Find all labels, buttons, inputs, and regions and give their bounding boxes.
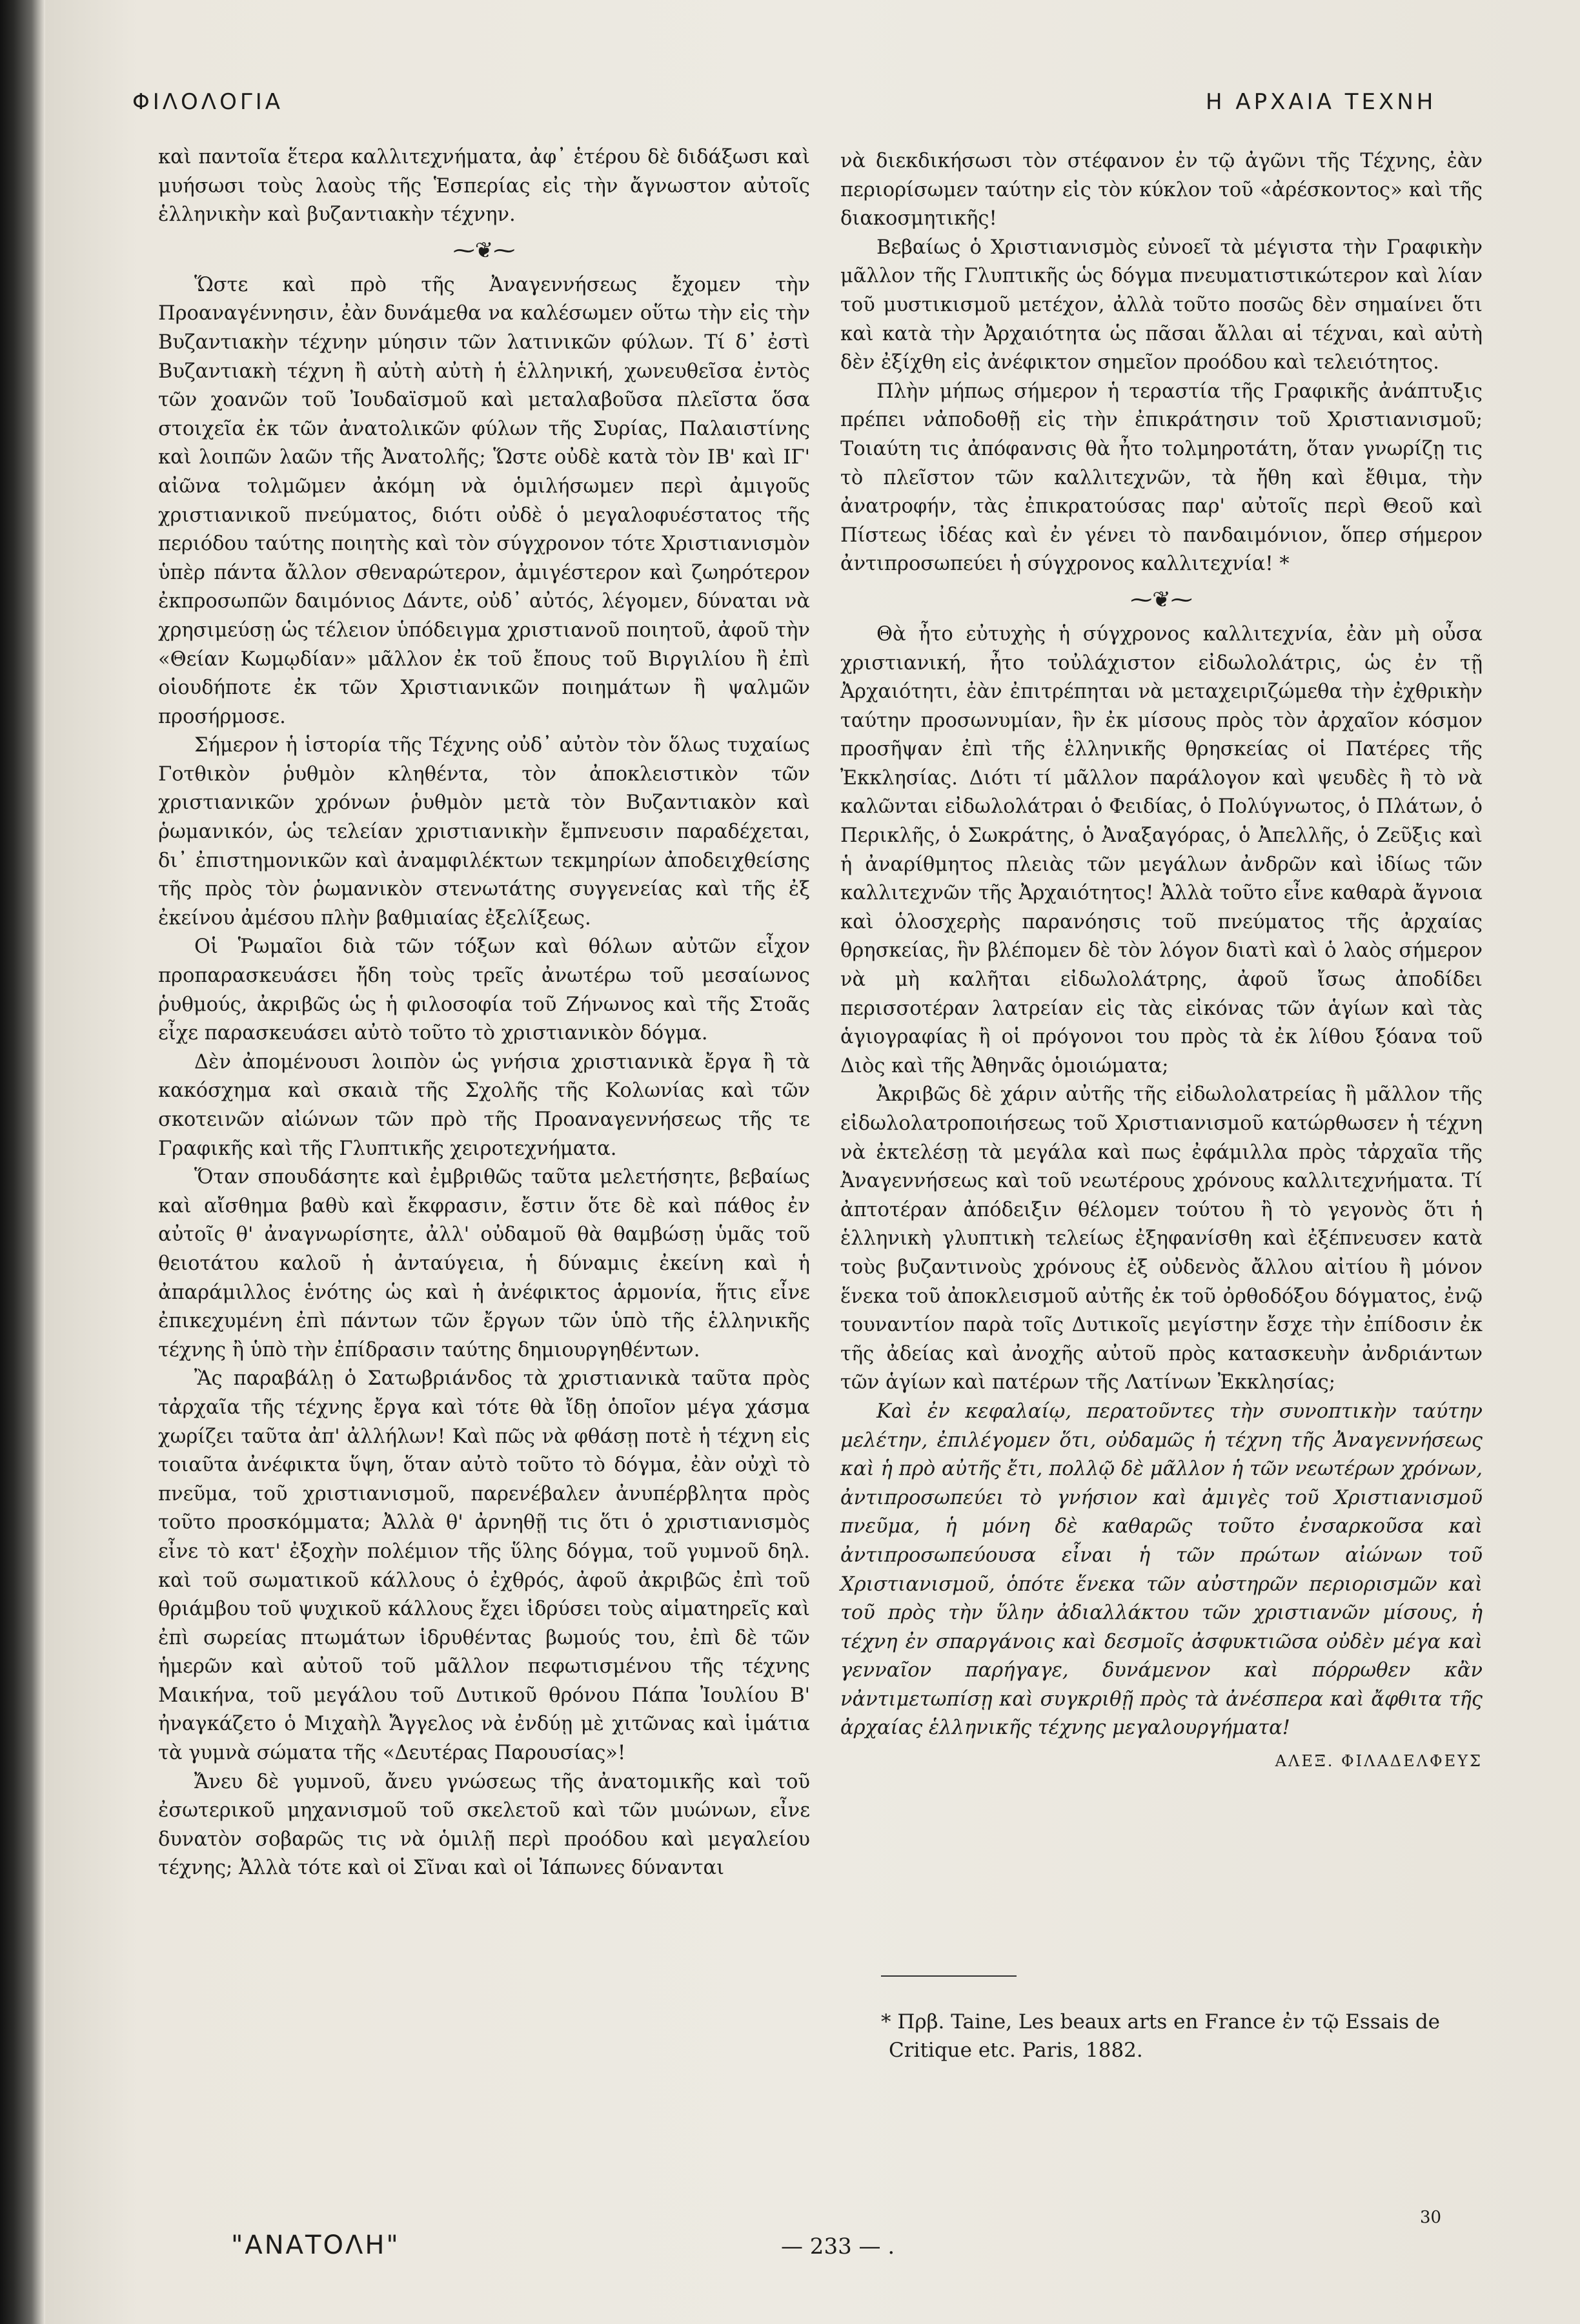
paragraph: Ὅταν σπουδάσητε καὶ ἐμβριθῶς ταῦτα μελετήσητε, βεβαίως καὶ αἴσθημα βαθὺ καὶ ἔκφρασιν, ἔστιν ὅτε δὲ καὶ πάθος ἐν αὐτοῖς θ' ἀναγνωρίσητε, ἀλλ' οὐδαμοῦ θὰ θαμβώσῃ ὑμᾶς τοῦ θειοτάτου καλοῦ ἡ ἀνταύγεια, ἡ δύναμις ἐκείνη καὶ ἡ ἀπαράμιλλος ἑνότης ὡς καὶ ἡ ἀνέφικτος ἁρμονία, ἥτις εἶνε ἐπικεχυμένη ἐπὶ πάντων τῶν ἔργων τῶν ὑπὸ τῆς ἑλληνικῆς τέχνης ἢ ὑπὸ τὴν ἐπίδρασιν ταύτης δημιουργηθέντων. — [158, 1166, 810, 1361]
running-head-right: Η ΑΡΧΑΙΑ ΤΕΧΝΗ — [1206, 89, 1437, 115]
paragraph: καὶ παντοῖα ἕτερα καλλιτεχνήματα, ἀφ᾿ ἑτέρου δὲ διδάξωσι καὶ μυήσωσι τοὺς λαοὺς τῆς Ἑσπερίας εἰς τὴν ἄγνωστον αὐτοῖς ἑλληνικὴν καὶ βυζαντιακὴν τέχνην. — [158, 146, 810, 227]
closing-paragraph: Καὶ ἐν κεφαλαίῳ, περατοῦντες τὴν συνοπτικὴν ταύτην μελέτην, ἐπιλέγομεν ὅτι, οὐδαμῶς ἡ τέχνη τῆς Ἀναγεννήσεως καὶ ἡ πρὸ αὐτῆς ἔτι, πολλῷ δὲ μᾶλλον ἡ τῶν νεωτέρων χρόνων, ἀντιπροσωπεύει τὸ γνήσιον καὶ ἀμιγὲς τοῦ Χριστιανισμοῦ πνεῦμα, ἡ μόνη δὲ καθαρῶς τοῦτο ἐνσαρκοῦσα καὶ ἀντιπροσωπεύουσα εἶναι ἡ τῶν πρώτων αἰώνων τοῦ Χριστιανισμοῦ, ὁπότε ἕνεκα τῶν αὐστηρῶν περιορισμῶν καὶ τοῦ πρὸς τὴν ὕλην ἀδιαλλάκτου τῶν χριστιανῶν μίσους, ἡ τέχνη ἐν σπαργάνοις καὶ δεσμοῖς ἀσφυκτιῶσα οὐδὲν μέγα καὶ γενναῖον παρήγαγε, δυνάμενον καὶ πόρρωθεν κἂν νἀντιμετωπίσῃ καὶ συγκριθῇ πρὸς τὰ ἀνέσπερα καὶ ἄφθιτα τῆς ἀρχαίας ἑλληνικῆς τέχνης μεγαλουργήματα! — [840, 1400, 1483, 1740]
footnote-text: * Πρβ. Taine, Les beaux arts en France ἐν τῷ Essais de Critique etc. Paris, 1882. — [881, 2010, 1441, 2062]
paragraph: Θὰ ἦτο εὐτυχὴς ἡ σύγχρονος καλλιτεχνία, ἐὰν μὴ οὖσα χριστιανική, ἦτο τοὐλάχιστον εἰδωλολάτρις, ὡς ἐν τῇ Ἀρχαιότητι, ἐὰν ἐπιτρέπηται νὰ μεταχειριζώμεθα τὴν ἐχθρικὴν ταύτην προσωνυμίαν, ἣν ἐκ μίσους πρὸς τὸν ἀρχαῖον κόσμον προσῆψαν ἐπὶ τῆς ἑλληνικῆς θρησκείας οἱ Πατέρες τῆς Ἐκκλησίας. Διότι τί μᾶλλον παράλογον καὶ ψευδὲς ἢ τὸ νὰ καλῶνται εἰδωλολάτραι ὁ Φειδίας, ὁ Πολύγνωτος, ὁ Πλάτων, ὁ Περικλῆς, ὁ Σωκράτης, ὁ Ἀναξαγόρας, ὁ Ἀπελλῆς, ὁ Ζεῦξις καὶ ἡ ἀναρίθμητος πλειὰς τῶν μεγάλων ἀνδρῶν καὶ ἰδίως τῶν καλλιτεχνῶν τῆς Ἀρχαιότητος! Ἀλλὰ τοῦτο εἶνε καθαρὰ ἄγνοια καὶ ὁλοσχερὴς παρανόησις τοῦ πνεύματος τῆς ἀρχαίας θρησκείας, ἣν βλέπομεν δὲ τὸν λόγον διατὶ καὶ ὁ λαὸς σήμερον νὰ μὴ καλῆται εἰδωλολάτρης, ἀφοῦ ἴσως ἀποδίδει περισσοτέραν λατρείαν εἰς τὰς εἰκόνας τῶν ἁγίων καὶ τὰς ἁγιογραφίας ἢ οἱ πρόγονοι του πρὸς τὰ ἐκ λίθου ξόανα τοῦ Διὸς καὶ τῆς Ἀθηνᾶς ὁμοιώματα; — [840, 622, 1483, 1077]
footnote — [881, 2008, 1494, 2064]
ornament-divider: ⁓❦⁓ — [452, 237, 516, 263]
page-gutter-shadow — [0, 0, 45, 2324]
page-number: — 233 — . — [781, 2234, 895, 2259]
paragraph: νὰ διεκδικήσωσι τὸν στέφανον ἐν τῷ ἀγῶνι τῆς Τέχνης, ἐὰν περιορίσωμεν ταύτην εἰς τὸν κύκλον τοῦ «ἀρέσκοντος» καὶ τῆς διακοσμητικῆς! — [840, 150, 1483, 230]
paragraph: Ἀκριβῶς δὲ χάριν αὐτῆς τῆς εἰδωλολατρείας ἢ μᾶλλον τῆς εἰδωλολατροποιήσεως τοῦ Χριστιανισμοῦ κατώρθωσεν ἡ τέχνη νὰ ἐκτελέσῃ τὰ μεγάλα καὶ πως ἐφάμιλλα πρὸς τἀρχαῖα τῆς Ἀναγεννήσεως καὶ τοῦ νεωτέρους χρόνους καλλιτεχνήματα. Τί ἀπτοτέραν ἀπόδειξιν θέλομεν τούτου ἢ τὸ γεγονὸς ὅτι ἡ ἑλληνικὴ γλυπτικὴ τελείως ἐξηφανίσθη καὶ ἐξέπνευσεν κατὰ τοὺς βυζαντινοὺς χρόνους ἐξ οὐδενὸς ἄλλου αἰτίου ἢ μόνον ἕνεκα τοῦ ἀποκλεισμοῦ αὐτῆς ἐκ τοῦ ὀρθοδόξου δόγματος, ἐνῷ τουναντίον παρὰ τοῖς Δυτικοῖς μεγίστην ἔσχε τὴν ἐπίδοσιν ἐκ τῆς ἀδείας καὶ ἀνοχῆς αὐτοῦ πρὸς κατασκευὴν ἀνδριάντων τῶν ἁγίων καὶ πατέρων τῆς Λατίνων Ἐκκλησίας; — [840, 1083, 1483, 1394]
paragraph: Πλὴν μήπως σήμερον ἡ τεραστία τῆς Γραφικῆς ἀνάπτυξις πρέπει νἀποδοθῇ εἰς τὴν ἐπικράτησιν τοῦ Χριστιανισμοῦ; Τοιαύτη τις ἀπόφανσις θὰ ἦτο τολμηροτάτη, ὅταν γνωρίζῃ τις τὸ πλεῖστον τῶν καλλιτεχνῶν, τὰ ἤθη καὶ ἔθιμα, τὴν ἀνατροφήν, τὰς ἐπικρατούσας παρ' αὐτοῖς περὶ Θεοῦ καὶ Πίστεως ἰδέας καὶ ἐν γένει τὸ πανδαιμόνιον, ὅπερ σήμερον ἀντιπροσωπεύει ἡ σύγχρονος καλλιτεχνία! * — [840, 380, 1483, 576]
journal-name: "ΑΝΑΤΟΛΗ" — [231, 2230, 400, 2260]
paragraph: Ἄνευ δὲ γυμνοῦ, ἄνευ γνώσεως τῆς ἀνατομικῆς καὶ τοῦ ἐσωτερικοῦ μηχανισμοῦ τοῦ σκελετοῦ καὶ τῶν μυώνων, εἶνε δυνατὸν σοβαρῶς τις νὰ ὁμιλῇ περὶ προόδου καὶ μεγαλείου τέχνης; Ἀλλὰ τότε καὶ οἱ Σῖναι καὶ οἱ Ἰάπωνες δύνανται — [158, 1770, 810, 1880]
left-column — [158, 143, 810, 1883]
paragraph: Οἱ Ῥωμαῖοι διὰ τῶν τόξων καὶ θόλων αὐτῶν εἶχον προπαρασκευάσει ἤδη τοὺς τρεῖς ἀνωτέρω τοῦ μεσαίωνος ῥυθμούς, ἀκριβῶς ὡς ἡ φιλοσοφία τοῦ Ζήνωνος καὶ τῆς Στοᾶς εἶχε παρασκευάσει αὐτὸ τοῦτο τὸ χριστιανικὸν δόγμα. — [158, 935, 810, 1045]
paragraph: Δὲν ἀπομένουσι λοιπὸν ὡς γνήσια χριστιανικὰ ἔργα ἢ τὰ κακόσχημα καὶ σκαιὰ τῆς Σχολῆς τῆς Κολωνίας καὶ τῶν σκοτεινῶν αἰώνων τῶν πρὸ τῆς Προαναγεννήσεως τῆς τε Γραφικῆς καὶ τῆς Γλυπτικῆς χειροτεχνήματα. — [158, 1050, 810, 1160]
ornament-divider: ⁓❦⁓ — [1130, 586, 1193, 613]
paragraph: Ὥστε καὶ πρὸ τῆς Ἀναγεννήσεως ἔχομεν τὴν Προαναγέννησιν, ἐὰν δυνάμεθα να καλέσωμεν οὕτω τὴν εἰς τὴν Βυζαντιακὴν τέχνην μύησιν τῶν λατινικῶν φύλων. Τί δ᾿ ἐστὶ Βυζαντιακὴ τέχνη ἢ αὐτὴ αὐτὴ ἡ ἑλληνική, χωνευθεῖσα ἐντὸς τῶν χοανῶν τοῦ Ἰουδαϊσμοῦ καὶ μεταλαβοῦσα πλεῖστα ὅσα στοιχεῖα ἐκ τῶν ἀνατολικῶν φύλων τῆς Συρίας, Παλαιστίνης καὶ λοιπῶν λαῶν τῆς Ἀνατολῆς; Ὥστε οὐδὲ κατὰ τὸν ΙΒ' καὶ ΙΓ' αἰῶνα τολμῶμεν ἀκόμη νὰ ὁμιλήσωμεν περὶ ἀμιγοῦς χριστιανικοῦ πνεύματος, διότι οὐδὲ ὁ μεγαλοφυέστατος τῆς περιόδου ταύτης ποιητὴς καὶ τὸν σύγχρονον τότε Χριστιανισμὸν ὑπὲρ πάντα ἄλλον σθεναρώτερον, ἀμιγέστερον καὶ ζωηρότερον ἐκπροσωπῶν δαιμόνιος Δάντε, οὐδ᾿ αὐτός, λέγομεν, δύναται νὰ χρησιμεύσῃ ὡς τέλειον ὑπόδειγμα χριστιανοῦ ποιητοῦ, ἀφοῦ τὴν «Θείαν Κωμῳδίαν» μᾶλλον ἐκ τοῦ ἔπους τοῦ Βιργιλίου ἢ ἐπὶ οἱουδήποτε ἐκ τῶν Χριστιανικῶν ποιημάτων ἢ ψαλμῶν προσήρμοσε. — [158, 273, 810, 728]
running-head-left: ΦΙΛΟΛΟΓΙΑ — [132, 89, 284, 115]
sheet-number: 30 — [1420, 2208, 1442, 2227]
paragraph: Ἂς παραβάλῃ ὁ Σατωβριάνδος τὰ χριστιανικὰ ταῦτα πρὸς τἀρχαῖα τῆς τέχνης ἔργα καὶ τότε θὰ ἴδῃ ὁποῖον μέγα χάσμα χωρίζει ταῦτα ἀπ' ἀλλήλων! Καὶ πῶς νὰ φθάσῃ ποτὲ ἡ τέχνη εἰς τοιαῦτα ἀνέφικτα ὕψη, ὅταν αὐτὸ τοῦτο τὸ δόγμα, ἐὰν οὐχὶ τὸ πνεῦμα, τοῦ χριστιανισμοῦ, παρενέβαλεν ἀνυπέρβλητα πρὸς τοῦτο προσκόμματα; Ἀλλὰ θ' ἀρνηθῇ τις ὅτι ὁ χριστιανισμὸς εἶνε τὸ κατ' ἐξοχὴν πολέμιον τῆς ὕλης δόγμα, τοῦ γυμνοῦ δηλ. καὶ τοῦ σωματικοῦ κάλλους ὁ ἐχθρός, ἀφοῦ ἀκριβῶς ἐπὶ τοῦ θριάμβου τοῦ ψυχικοῦ κάλλους ἔχει ἱδρύσει τοὺς αἱματηρεῖς καὶ ἐπὶ σωρείας πτωμάτων ἱδρυθέντας βωμούς του, ἐπὶ δὲ τῶν ἡμερῶν καὶ αὐτοῦ τοῦ μᾶλλον πεφωτισμένου τῆς τέχνης Μαικήνα, τοῦ μεγάλου τοῦ Δυτικοῦ θρόνου Πάπα Ἰουλίου Β' ἠναγκάζετο ὁ Μιχαὴλ Ἄγγελος νὰ ἐνδύῃ μὲ χιτῶνας καὶ ἱμάτια τὰ γυμνὰ σώματα τῆς «Δευτέρας Παρουσίας»! — [158, 1367, 810, 1765]
paragraph: Σήμερον ἡ ἱστορία τῆς Τέχνης οὐδ᾿ αὐτὸν τὸν ὅλως τυχαίως Γοτθικὸν ῥυθμὸν κληθέντα, τὸν ἀποκλειστικὸν τῶν χριστιανικῶν χρόνων ῥυθμὸν μετὰ τὸν Βυζαντιακὸν καὶ ῥωμανικόν, ὡς τελείαν χριστιανικὴν ἔμπνευσιν παραδέχεται, δι᾿ ἐπιστημονικῶν καὶ ἀναμφιλέκτων τεκμηρίων ἀποδειχθείσης τῆς πρὸς τὸν ῥωμανικὸν στενωτάτης συγγενείας καὶ τῆς ἐξ ἐκείνου ἀμέσου πλὴν βαθμιαίας ἐξελίξεως. — [158, 734, 810, 930]
author-signature: ΑΛΕΞ. ΦΙΛΑΔΕΛΦΕΥΣ — [1275, 1752, 1483, 1771]
paragraph: Βεβαίως ὁ Χριστιανισμὸς εὐνοεῖ τὰ μέγιστα τὴν Γραφικὴν μᾶλλον τῆς Γλυπτικῆς ὡς δόγμα πνευματιστικώτερον καὶ λίαν τοῦ μυστικισμοῦ μετέχον, ἀλλὰ τοῦτο ποσῶς δὲν σημαίνει ὅτι καὶ κατὰ τὴν Ἀρχαιότητα ὡς πᾶσαι ἄλλαι αἱ τέχναι, καὶ αὐτὴ δὲν ἐξίχθη εἰς ἀνέφικτον σημεῖον προόδου καὶ τελειότητος. — [840, 236, 1483, 374]
footnote-rule — [881, 1975, 1017, 1977]
right-column — [840, 147, 1483, 1776]
